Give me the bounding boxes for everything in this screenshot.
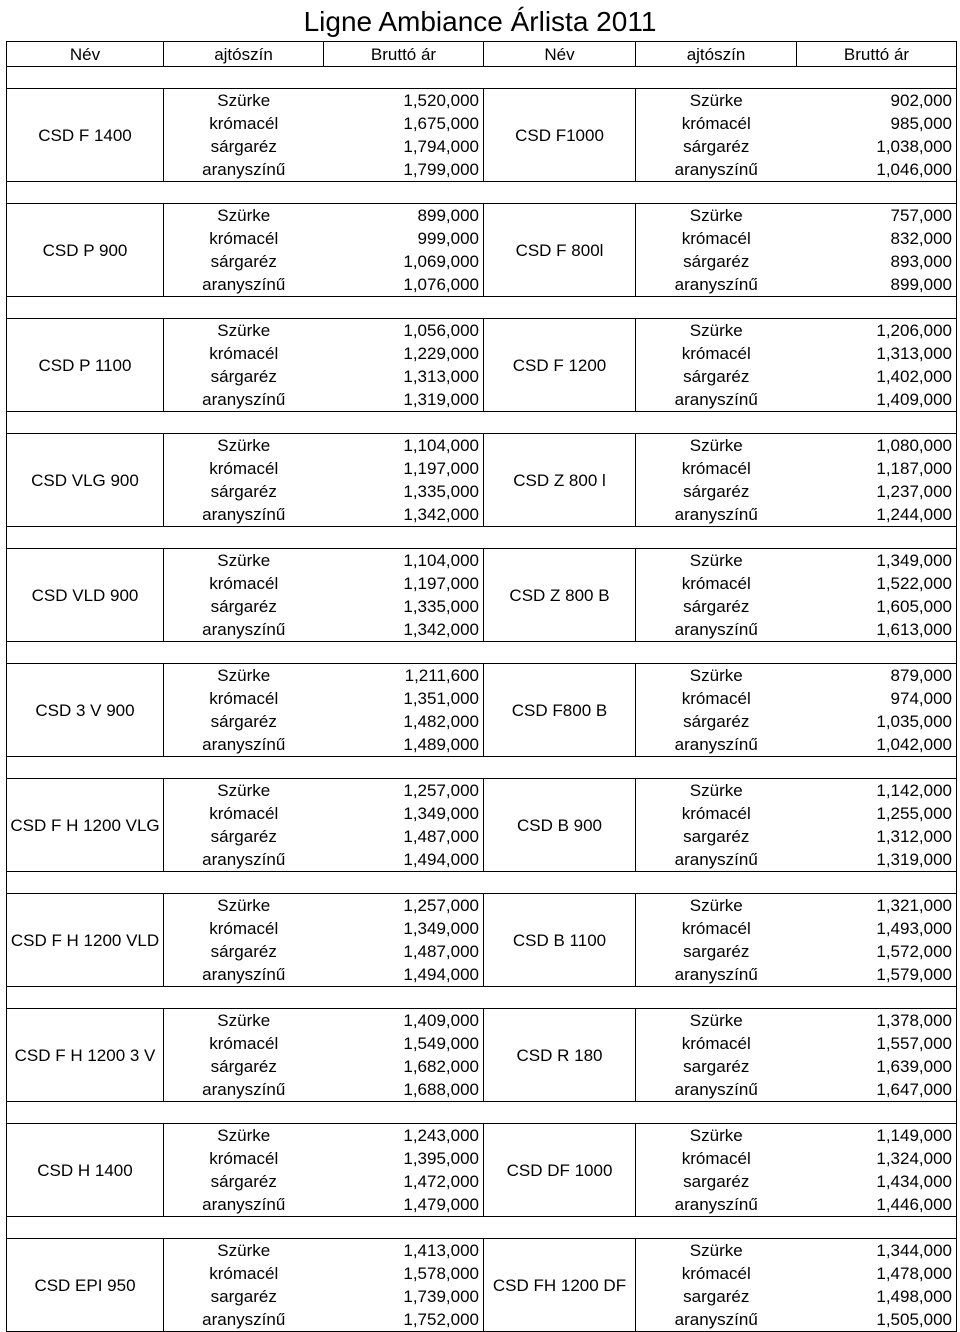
group-spacer [7, 1102, 957, 1124]
price-left: 1,342,000 [324, 618, 484, 642]
door-color-right: Szürke [689, 1241, 743, 1260]
door-color-left: aranyszínű [164, 733, 324, 757]
price-right: 899,000 [797, 273, 957, 297]
price-left: 1,675,000 [324, 112, 484, 135]
product-name-right: CSD Z 800 l [484, 434, 636, 527]
door-color-right: sargaréz [683, 1287, 750, 1306]
door-color-left: sárgaréz [210, 137, 277, 156]
product-name-left: CSD EPI 950 [7, 1239, 164, 1332]
door-color-right: sárgaréz [683, 482, 750, 501]
group-spacer [7, 987, 957, 1009]
price-right: 1,349,000 [797, 549, 957, 573]
door-color-right: sárgaréz [683, 712, 750, 731]
price-left: 1,349,000 [324, 917, 484, 940]
door-color-right: sárgaréz [683, 367, 750, 386]
price-left: 1,313,000 [324, 365, 484, 388]
price-right: 1,409,000 [797, 388, 957, 412]
price-left: 1,257,000 [324, 779, 484, 803]
door-color-right: aranyszínű [636, 1078, 797, 1102]
price-left: 1,578,000 [324, 1262, 484, 1285]
price-right: 1,313,000 [797, 342, 957, 365]
price-left: 1,489,000 [324, 733, 484, 757]
door-color-left: sárgaréz [210, 597, 277, 616]
door-color-right: Szürke [689, 206, 743, 225]
door-color-left: aranyszínű [164, 273, 324, 297]
door-color-left: krómacél [209, 114, 279, 133]
table-row [7, 779, 957, 803]
price-left: 1,395,000 [324, 1147, 484, 1170]
door-color-left: Szürke [217, 1011, 271, 1030]
product-name-right: CSD Z 800 B [484, 549, 636, 642]
page-title: Ligne Ambiance Árlista 2011 [303, 6, 657, 37]
door-color-left: krómacél [209, 344, 279, 363]
group-spacer [7, 872, 957, 894]
door-color-left: sárgaréz [210, 482, 277, 501]
group-spacer [7, 297, 957, 319]
door-color-right: sargaréz [683, 827, 750, 846]
price-left: 1,229,000 [324, 342, 484, 365]
price-left: 1,799,000 [324, 158, 484, 182]
door-color-left: Szürke [217, 896, 271, 915]
price-left: 1,487,000 [324, 940, 484, 963]
product-name-left: CSD P 1100 [7, 319, 164, 412]
price-right: 1,498,000 [797, 1285, 957, 1308]
door-color-right: aranyszínű [636, 503, 797, 527]
price-right: 1,319,000 [797, 848, 957, 872]
price-left: 1,257,000 [324, 894, 484, 918]
group-spacer [7, 527, 957, 549]
header-name-left: Név [7, 42, 164, 67]
price-left: 1,413,000 [324, 1239, 484, 1263]
price-left: 1,056,000 [324, 319, 484, 343]
price-left: 1,197,000 [324, 457, 484, 480]
price-right: 1,522,000 [797, 572, 957, 595]
spacer-cell [7, 412, 957, 434]
price-left: 1,794,000 [324, 135, 484, 158]
door-color-right: Szürke [689, 1011, 743, 1030]
door-color-right: aranyszínű [636, 618, 797, 642]
product-name-right: CSD B 1100 [484, 894, 636, 987]
product-name-right: CSD DF 1000 [484, 1124, 636, 1217]
price-right: 1,080,000 [797, 434, 957, 458]
door-color-left: aranyszínű [164, 1078, 324, 1102]
table-row [7, 1239, 957, 1263]
price-left: 1,104,000 [324, 549, 484, 573]
price-left: 1,335,000 [324, 595, 484, 618]
door-color-left: Szürke [217, 91, 271, 110]
spacer-cell [7, 67, 957, 89]
door-color-right: sargaréz [683, 1172, 750, 1191]
price-list-body [7, 42, 957, 1332]
table-row [7, 1124, 957, 1148]
product-name-left: CSD F 1400 [7, 89, 164, 182]
price-right: 1,035,000 [797, 710, 957, 733]
door-color-left: krómacél [209, 1149, 279, 1168]
price-right: 832,000 [797, 227, 957, 250]
door-color-right: Szürke [689, 551, 743, 570]
door-color-right: krómacél [681, 574, 751, 593]
price-right: 1,647,000 [797, 1078, 957, 1102]
door-color-right: aranyszínű [636, 733, 797, 757]
door-color-left: krómacél [209, 804, 279, 823]
price-right: 1,478,000 [797, 1262, 957, 1285]
door-color-left: aranyszínű [164, 963, 324, 987]
spacer-cell [7, 1217, 957, 1239]
spacer-cell [7, 872, 957, 894]
door-color-left: Szürke [217, 1241, 271, 1260]
door-color-left: aranyszínű [164, 1193, 324, 1217]
price-left: 1,243,000 [324, 1124, 484, 1148]
door-color-left: sárgaréz [210, 252, 277, 271]
spacer-cell [7, 1102, 957, 1124]
price-left: 1,688,000 [324, 1078, 484, 1102]
door-color-left: Szürke [217, 206, 271, 225]
door-color-left: Szürke [217, 321, 271, 340]
door-color-right: krómacél [681, 114, 751, 133]
table-row [7, 204, 957, 228]
door-color-right: sargaréz [683, 942, 750, 961]
product-name-right: CSD F 800l [484, 204, 636, 297]
price-left: 1,494,000 [324, 848, 484, 872]
door-color-right: krómacél [681, 459, 751, 478]
door-color-left: krómacél [209, 574, 279, 593]
door-color-left: sárgaréz [210, 367, 277, 386]
price-left: 999,000 [324, 227, 484, 250]
spacer-cell [7, 297, 957, 319]
door-color-right: Szürke [689, 781, 743, 800]
price-right: 893,000 [797, 250, 957, 273]
door-color-left: sárgaréz [210, 827, 277, 846]
door-color-left: Szürke [217, 1126, 271, 1145]
price-right: 1,046,000 [797, 158, 957, 182]
door-color-right: aranyszínű [636, 388, 797, 412]
price-right: 985,000 [797, 112, 957, 135]
price-left: 1,342,000 [324, 503, 484, 527]
price-right: 1,206,000 [797, 319, 957, 343]
product-name-left: CSD 3 V 900 [7, 664, 164, 757]
price-right: 1,505,000 [797, 1308, 957, 1332]
table-row [7, 89, 957, 113]
price-left: 1,104,000 [324, 434, 484, 458]
price-right: 1,434,000 [797, 1170, 957, 1193]
product-name-right: CSD R 180 [484, 1009, 636, 1102]
price-right: 1,312,000 [797, 825, 957, 848]
price-left: 1,682,000 [324, 1055, 484, 1078]
spacer-cell [7, 527, 957, 549]
group-spacer [7, 182, 957, 204]
price-left: 1,482,000 [324, 710, 484, 733]
door-color-left: aranyszínű [164, 158, 324, 182]
product-name-left: CSD VLD 900 [7, 549, 164, 642]
product-name-right: CSD FH 1200 DF [484, 1239, 636, 1332]
door-color-left: sárgaréz [210, 942, 277, 961]
price-left: 1,351,000 [324, 687, 484, 710]
door-color-right: Szürke [689, 666, 743, 685]
door-color-right: krómacél [681, 804, 751, 823]
spacer-cell [7, 182, 957, 204]
door-color-right: krómacél [681, 919, 751, 938]
price-right: 1,142,000 [797, 779, 957, 803]
door-color-right: sárgaréz [683, 252, 750, 271]
group-spacer [7, 67, 957, 89]
door-color-right: krómacél [681, 689, 751, 708]
price-right: 1,402,000 [797, 365, 957, 388]
price-right: 1,493,000 [797, 917, 957, 940]
price-right: 1,187,000 [797, 457, 957, 480]
header-row [7, 42, 957, 67]
price-list-table [6, 41, 957, 1332]
door-color-left: krómacél [209, 1034, 279, 1053]
door-color-left: sárgaréz [210, 1057, 277, 1076]
door-color-left: Szürke [217, 551, 271, 570]
price-right: 1,579,000 [797, 963, 957, 987]
group-spacer [7, 642, 957, 664]
table-row [7, 894, 957, 918]
product-name-right: CSD F800 B [484, 664, 636, 757]
price-right: 1,613,000 [797, 618, 957, 642]
price-right: 1,237,000 [797, 480, 957, 503]
door-color-right: Szürke [689, 436, 743, 455]
door-color-left: sargaréz [210, 1287, 277, 1306]
price-left: 1,752,000 [324, 1308, 484, 1332]
price-right: 1,446,000 [797, 1193, 957, 1217]
door-color-right: aranyszínű [636, 848, 797, 872]
price-right: 1,042,000 [797, 733, 957, 757]
door-color-left: aranyszínű [164, 618, 324, 642]
door-color-left: krómacél [209, 229, 279, 248]
product-name-left: CSD F H 1200 VLD [7, 894, 164, 987]
price-right: 879,000 [797, 664, 957, 688]
product-name-left: CSD F H 1200 3 V [7, 1009, 164, 1102]
door-color-left: aranyszínű [164, 848, 324, 872]
header-price-right: Bruttó ár [797, 42, 957, 67]
header-name-right: Név [484, 42, 636, 67]
table-row [7, 664, 957, 688]
price-right: 974,000 [797, 687, 957, 710]
price-right: 1,639,000 [797, 1055, 957, 1078]
door-color-right: krómacél [681, 344, 751, 363]
product-name-left: CSD P 900 [7, 204, 164, 297]
group-spacer [7, 412, 957, 434]
price-left: 1,319,000 [324, 388, 484, 412]
door-color-right: aranyszínű [636, 273, 797, 297]
price-left: 1,197,000 [324, 572, 484, 595]
table-row [7, 434, 957, 458]
door-color-left: aranyszínű [164, 503, 324, 527]
group-spacer [7, 1217, 957, 1239]
price-left: 1,076,000 [324, 273, 484, 297]
price-right: 757,000 [797, 204, 957, 228]
door-color-right: krómacél [681, 1034, 751, 1053]
door-color-right: Szürke [689, 321, 743, 340]
group-spacer [7, 757, 957, 779]
table-row [7, 1009, 957, 1033]
price-left: 1,211,600 [324, 664, 484, 688]
spacer-cell [7, 757, 957, 779]
price-right: 1,244,000 [797, 503, 957, 527]
door-color-left: Szürke [217, 781, 271, 800]
door-color-left: sárgaréz [210, 712, 277, 731]
price-right: 1,321,000 [797, 894, 957, 918]
spacer-cell [7, 642, 957, 664]
door-color-right: aranyszínű [636, 158, 797, 182]
product-name-left: CSD H 1400 [7, 1124, 164, 1217]
door-color-left: krómacél [209, 919, 279, 938]
door-color-right: krómacél [681, 229, 751, 248]
price-right: 1,572,000 [797, 940, 957, 963]
door-color-left: Szürke [217, 666, 271, 685]
price-left: 1,472,000 [324, 1170, 484, 1193]
door-color-right: Szürke [689, 896, 743, 915]
price-right: 1,605,000 [797, 595, 957, 618]
door-color-right: Szürke [689, 91, 743, 110]
door-color-left: aranyszínű [164, 388, 324, 412]
price-right: 1,324,000 [797, 1147, 957, 1170]
door-color-right: aranyszínű [636, 1308, 797, 1332]
door-color-left: sárgaréz [210, 1172, 277, 1191]
door-color-left: krómacél [209, 689, 279, 708]
spacer-cell [7, 987, 957, 1009]
header-color-left: ajtószín [164, 42, 324, 67]
door-color-right: krómacél [681, 1264, 751, 1283]
price-left: 1,739,000 [324, 1285, 484, 1308]
table-row [7, 319, 957, 343]
door-color-right: aranyszínű [636, 963, 797, 987]
price-left: 1,520,000 [324, 89, 484, 113]
price-right: 1,255,000 [797, 802, 957, 825]
price-left: 899,000 [324, 204, 484, 228]
price-right: 1,149,000 [797, 1124, 957, 1148]
door-color-left: krómacél [209, 459, 279, 478]
price-left: 1,335,000 [324, 480, 484, 503]
door-color-right: Szürke [689, 1126, 743, 1145]
price-left: 1,069,000 [324, 250, 484, 273]
door-color-left: aranyszínű [164, 1308, 324, 1332]
price-left: 1,409,000 [324, 1009, 484, 1033]
price-right: 1,378,000 [797, 1009, 957, 1033]
table-row [7, 549, 957, 573]
header-price-left: Bruttó ár [324, 42, 484, 67]
door-color-right: sargaréz [683, 1057, 750, 1076]
door-color-right: sárgaréz [683, 137, 750, 156]
price-left: 1,494,000 [324, 963, 484, 987]
price-right: 902,000 [797, 89, 957, 113]
door-color-right: krómacél [681, 1149, 751, 1168]
door-color-left: Szürke [217, 436, 271, 455]
price-right: 1,038,000 [797, 135, 957, 158]
product-name-right: CSD F 1200 [484, 319, 636, 412]
price-left: 1,479,000 [324, 1193, 484, 1217]
price-left: 1,487,000 [324, 825, 484, 848]
header-color-right: ajtószín [636, 42, 797, 67]
price-right: 1,344,000 [797, 1239, 957, 1263]
product-name-right: CSD F1000 [484, 89, 636, 182]
door-color-right: aranyszínű [636, 1193, 797, 1217]
product-name-left: CSD F H 1200 VLG [7, 779, 164, 872]
price-left: 1,549,000 [324, 1032, 484, 1055]
door-color-left: krómacél [209, 1264, 279, 1283]
product-name-right: CSD B 900 [484, 779, 636, 872]
price-left: 1,349,000 [324, 802, 484, 825]
product-name-left: CSD VLG 900 [7, 434, 164, 527]
door-color-right: sárgaréz [683, 597, 750, 616]
price-right: 1,557,000 [797, 1032, 957, 1055]
